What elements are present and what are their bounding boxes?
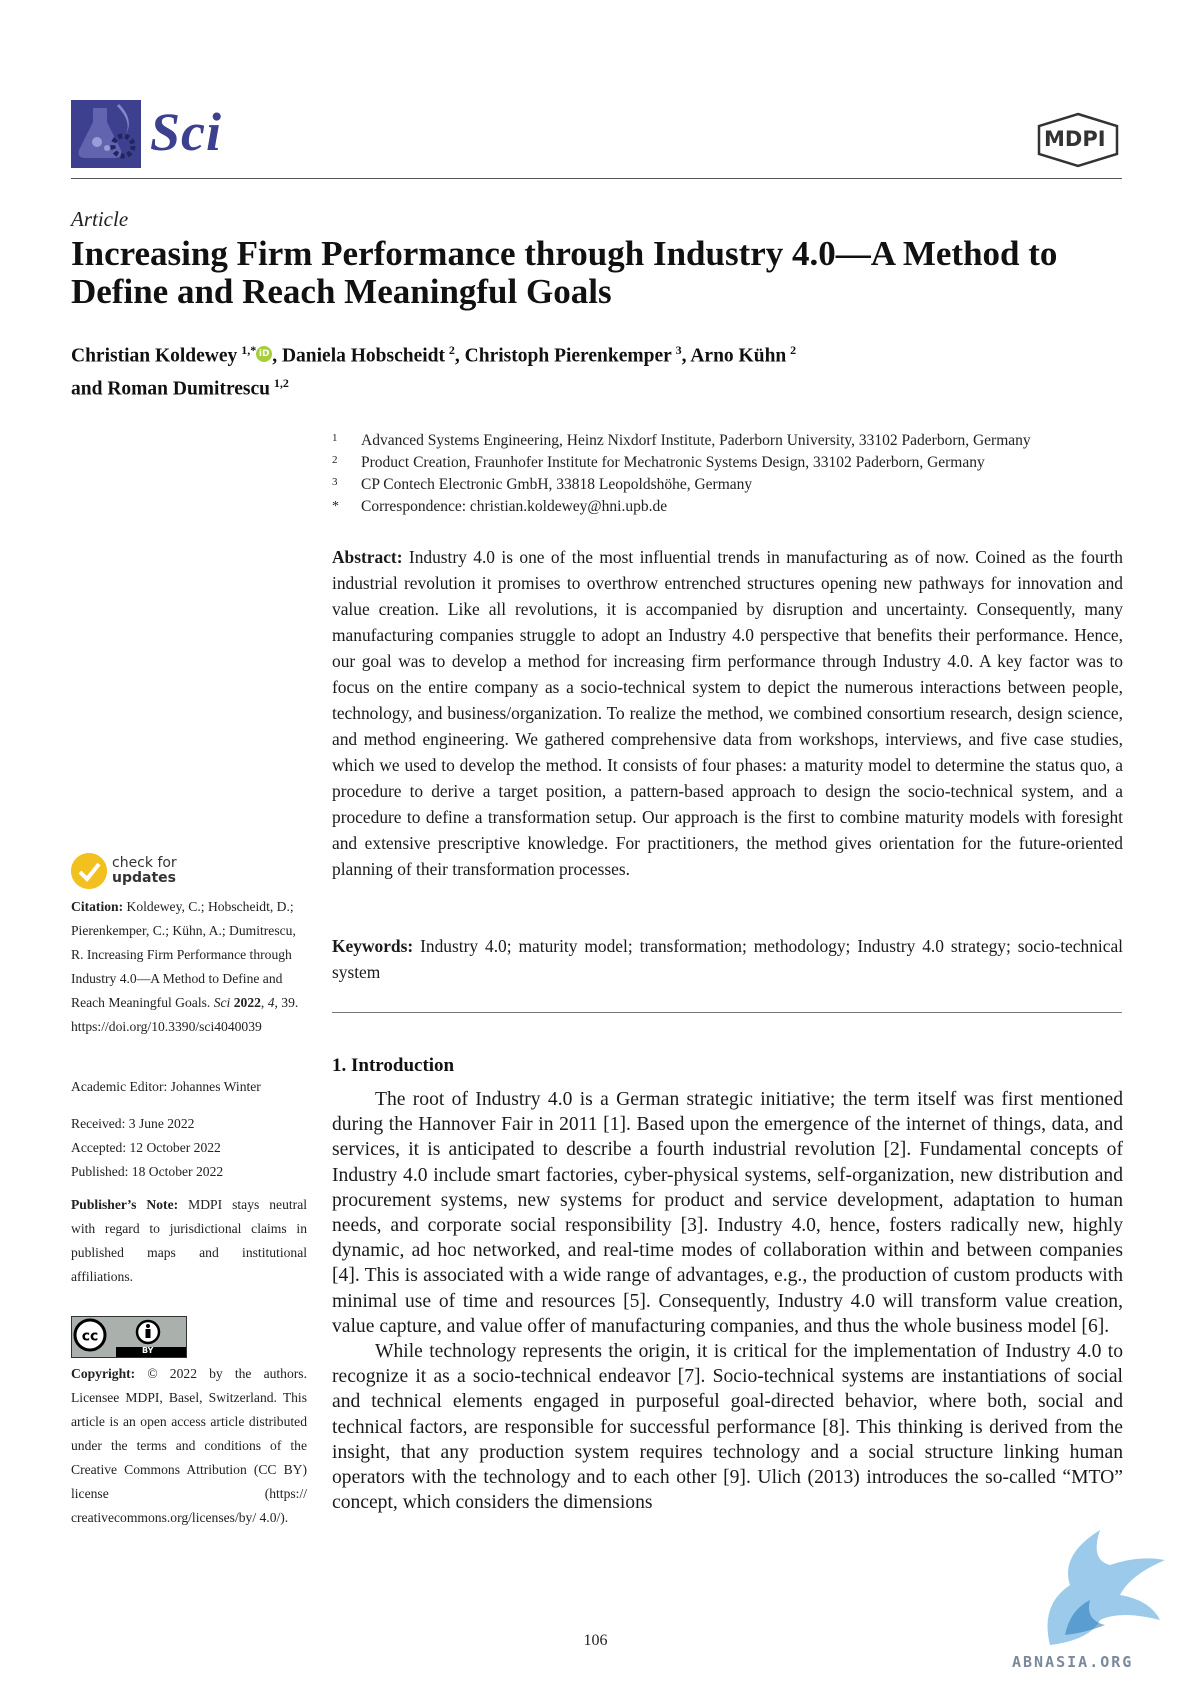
orcid-icon[interactable]: iD [256,346,272,362]
author-affil-sup: 1,2 [273,375,289,390]
mdpi-logo[interactable] [1035,111,1121,169]
watermark-text: ABNASIA.ORG [1012,1653,1134,1671]
publisher-note-label: Publisher’s Note: [71,1197,179,1212]
citation-doi-link[interactable]: https://doi.org/10.3390/sci4040039 [71,1019,262,1034]
journal-name: Sci [150,102,223,162]
copyright-label: Copyright: [71,1366,136,1381]
affiliation-item [332,452,1132,474]
cc-by-license-badge[interactable] [71,1316,187,1358]
affiliation-number: 1 [332,432,338,444]
paragraph: While technology represents the origin, it is critical for the implementation of Industry 4.0 to recognize it as a socio-technical endeavor [7]. Socio-technical systems are instantiations of social and technical elements engaged in purposeful goal-directed behavior, where both, social and technical factors, are responsible for successful performance [8]. This thinking is derived from the insight, that any production system requires technology and a social structure linking human operators with the technology and to each other [9]. Ulich (2013) introduces the so-called “MTO” concept, which considers the dimensions [332,1341,1123,1514]
section-heading: 1. Introduction [332,1055,455,1076]
author-name[interactable]: , Daniela Hobscheidt [272,345,446,367]
creative-commons-icon [72,1317,186,1357]
article-title: Increasing Firm Performance through Industry 4.0—A Method to Define and Reach Meaningful Goals [71,234,1058,311]
author-affil-sup: 1,* [241,343,257,357]
abstract-label: Abstract: [332,547,403,567]
received-date: Received: 3 June 2022 [71,1116,195,1131]
check-updates-line: updates [112,870,176,886]
svg-text:cc: cc [81,1328,99,1345]
check-updates-link[interactable] [112,856,177,886]
affiliation-text: CP Contech Electronic GmbH, 33818 Leopoldshöhe, Germany [361,476,753,493]
publisher-note-text: MDPI stays neutral with regard to jurisdictional claims in published maps and institutional affiliations. [71,1197,307,1284]
citation-label: Citation: [71,899,124,914]
journal-logo [71,100,141,168]
paragraph: The root of Industry 4.0 is a German strategic initiative; the term itself was first mentioned during the Hannover Fair in 2011 [1]. Based upon the emergence of the internet of things, data, and services, it is anticipated to describe a fourth industrial revolution [2]. Fundamental concepts of Industry 4.0 include smart factories, cyber-physical systems, self-organization, new distribution and procurement systems, new systems for product and service development, adaptation to human needs, and corporate social responsibility [3]. Industry 4.0, hence, fosters radically new, highly dynamic, ad hoc networked, and real-time modes of collaboration within and between companies [4]. This is associated with a wide range of advantages, e.g., the production of custom products with minimal use of time and resources [5]. Consequently, Industry 4.0 will transform value creation, value capture, and value offer of manufacturing companies, and thus the whole business model [6]. [332,1089,1123,1337]
author-affil-sup: 2 [448,343,455,357]
copyright-text: © 2022 by the authors. Licensee MDPI, Basel, Switzerland. This article is an open access article distributed under the terms and conditions of the Creative Commons Attribution (CC BY) license (https:// creativecommons.org/licenses/by/ 4.0/). [71,1366,307,1525]
phoenix-icon [1010,1525,1170,1650]
affiliation-text: Advanced Systems Engineering, Heinz Nixdorf Institute, Paderborn University, 33102 Paderborn, Germany [361,432,1031,449]
author-name[interactable]: Christian Koldewey [71,345,238,367]
introduction-body [332,1087,1123,1515]
affiliation-number: * [332,499,339,514]
article-type: Article [71,207,129,231]
citation-volume: 4 [267,995,275,1010]
citation-rest: , 39. [274,995,299,1010]
header-divider [71,178,1122,179]
publication-dates [71,1112,307,1184]
author-name[interactable]: , Christoph Pierenkemper [454,345,672,367]
correspondence-email[interactable]: Correspondence: christian.koldewey@hni.upb.de [361,498,668,515]
author-name[interactable]: and Roman Dumitrescu [71,378,270,399]
copyright-block [71,1362,307,1530]
published-date: Published: 18 October 2022 [71,1164,224,1179]
academic-editor: Academic Editor: Johannes Winter [71,1079,261,1094]
affiliation-item [332,474,1132,496]
checkmark-icon [71,853,107,889]
page-number: 106 [583,1632,608,1649]
affiliation-text: Product Creation, Fraunhofer Institute for Mechatronic Systems Design, 33102 Paderborn, Germany [361,454,985,471]
accepted-date: Accepted: 12 October 2022 [71,1140,221,1155]
author-name[interactable]: , Arno Kühn [681,345,787,367]
author-affil-sup: 3 [675,343,682,357]
citation-year: 2022 [233,995,261,1010]
affiliation-number: 2 [332,454,338,466]
section-divider [332,1012,1122,1013]
publisher-note [71,1193,307,1289]
affiliation-item [332,496,1132,518]
watermark [1010,1525,1170,1675]
abstract-text: Industry 4.0 is one of the most influential trends in manufacturing as of now. Coined as the fourth industrial revolution it promises to overthrow entrenched structures opening new pathways for innovation and value creation. Like all revolutions, it is accompanied by disruption and uncertainty. Consequently, many manufacturing companies struggle to adopt an Industry 4.0 perspective that benefits their performance. Hence, our goal was to develop a method for increasing firm performance through Industry 4.0. A key factor was to focus on the entire company as a socio-technical system to depict the numerous interactions between people, technology, and business/organization. To realize the method, we combined consortium research, design science, and method engineering. We gathered comprehensive data from workshops, interviews, and five case studies, which we used to develop the method. It consists of four phases: a maturity model to determine the status quo, a procedure to derive a target position, a pattern-based approach to design the socio-technical system, and a procedure to define a transformation setup. Our approach is the first to combine maturity models with foresight and extensive prescriptive knowledge. For practitioners, the method gives orientation for the future-oriented planning of their transformation processes. [332,547,1123,879]
affiliation-item [332,430,1132,452]
author-list [71,337,1121,402]
abstract [332,544,1123,882]
affiliation-number: 3 [332,476,338,488]
keywords-text: Industry 4.0; maturity model; transformation; methodology; Industry 4.0 strategy; socio-technical system [332,936,1123,982]
author-affil-sup: 2 [790,343,797,357]
check-updates-line: check for [112,855,177,871]
check-updates-icon[interactable] [71,853,107,889]
citation-block: Citation: Koldewey, C.; Hobscheidt, D.; Pierenkemper, C.; Kühn, A.; Dumitrescu, R. Increasing Firm Performance through Industry 4.0—A Method to Define and Reach Meaningful Goals. Sci 2022, 4, 39. https://doi.org/10.3390/sci4040039 [71,899,299,1034]
keywords [332,933,1123,985]
citation-journal: Sci [213,995,231,1010]
mdpi-logo-text: MDPI [1044,127,1106,151]
citation-text: Koldewey, C.; Hobscheidt, D.; Pierenkemper, C.; Kühn, A.; Dumitrescu, R. Increasing Firm Performance through Industry 4.0—A Method to Define and Reach Meaningful Goals. [71,899,296,1010]
keywords-label: Keywords: [332,936,414,956]
affiliation-list [332,430,1132,518]
cc-by-label: BY [142,1346,154,1355]
flask-gear-icon [71,100,141,168]
